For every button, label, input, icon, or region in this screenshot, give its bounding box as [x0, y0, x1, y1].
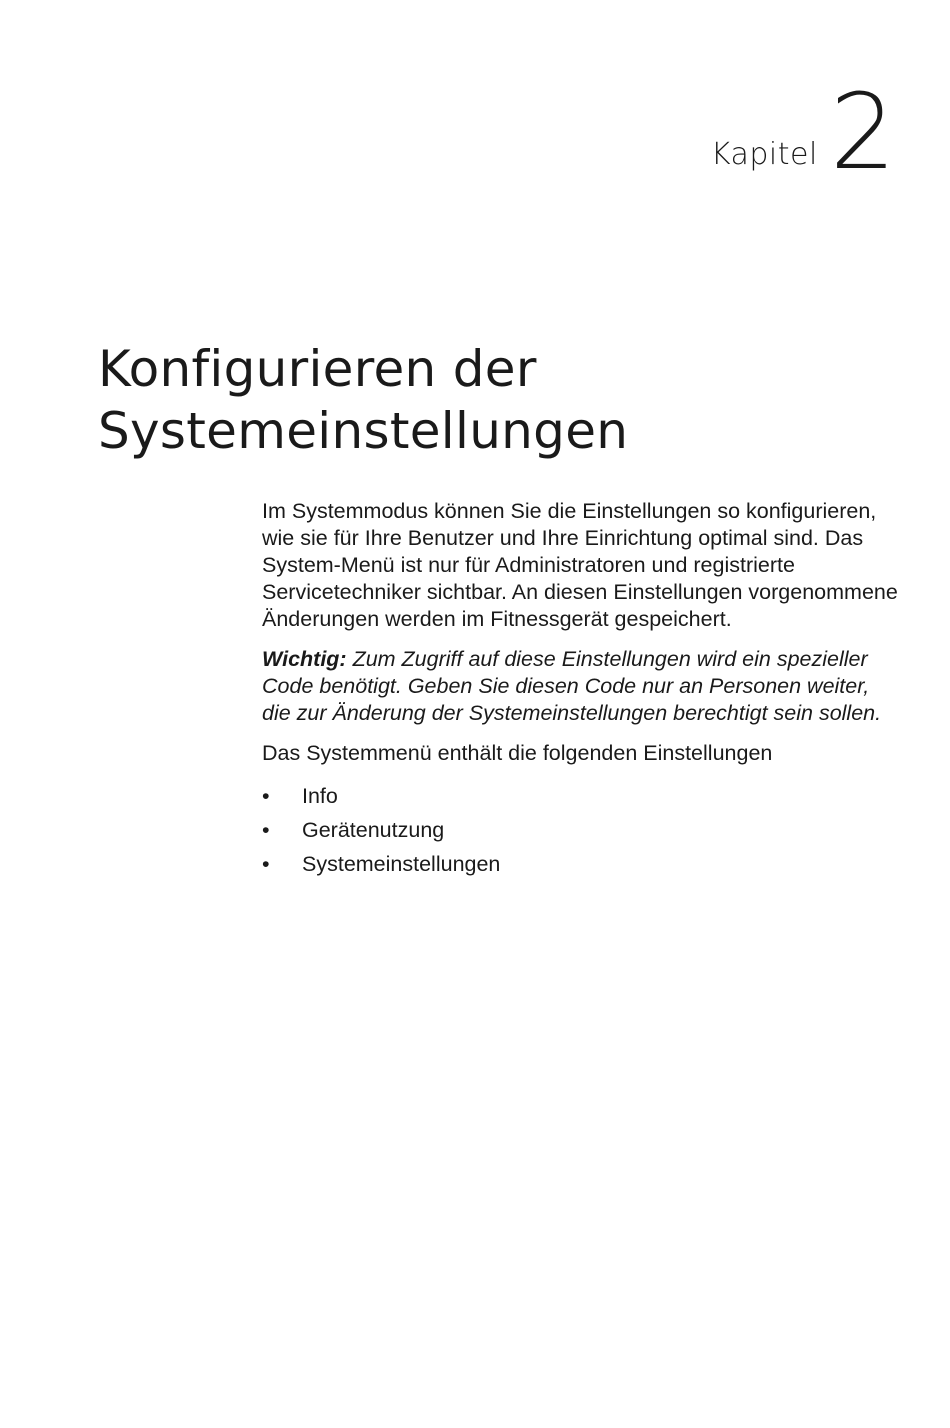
settings-list [262, 783, 902, 885]
note-label: Wichtig: [262, 647, 347, 671]
list-item-label: Info [302, 784, 338, 808]
chapter-number: 2 [829, 71, 896, 193]
list-item-info [262, 783, 902, 817]
list-item-label: Systemeinstellungen [302, 852, 501, 876]
chapter-header [710, 71, 896, 193]
menu-intro: Das Systemmenü enthält die folgenden Einstellungen [262, 741, 773, 765]
list-item-system-settings [262, 851, 902, 885]
bullet-icon: • [262, 852, 270, 876]
body-content [262, 498, 902, 885]
page-title [98, 338, 628, 462]
page-title-line-2: Systemeinstellungen [98, 402, 629, 460]
important-note [262, 646, 902, 727]
bullet-icon: • [262, 818, 270, 842]
list-item-device-usage [262, 817, 902, 851]
list-item-label: Gerätenutzung [302, 818, 445, 842]
bullet-icon: • [262, 784, 270, 808]
note-text: Zum Zugriff auf diese Einstellungen wird ein spezieller Code benötigt. Geben Sie diesen Code nur an Personen weiter, die zur Änderung der Systemeinstellungen berechtigt sein sollen. [262, 647, 882, 725]
chapter-label: Kapitel [710, 137, 818, 172]
page-title-line-1: Konfigurieren der [98, 340, 537, 398]
intro-paragraph: Im Systemmodus können Sie die Einstellungen so konfigurieren, wie sie für Ihre Benutzer und Ihre Einrichtung optimal sind. Das System-Menü ist nur für Administratoren und registrierte Servicetechniker sichtbar. An diesen Einstellungen vorgenommene Änderungen werden im Fitnessgerät gespeichert. [262, 499, 898, 631]
